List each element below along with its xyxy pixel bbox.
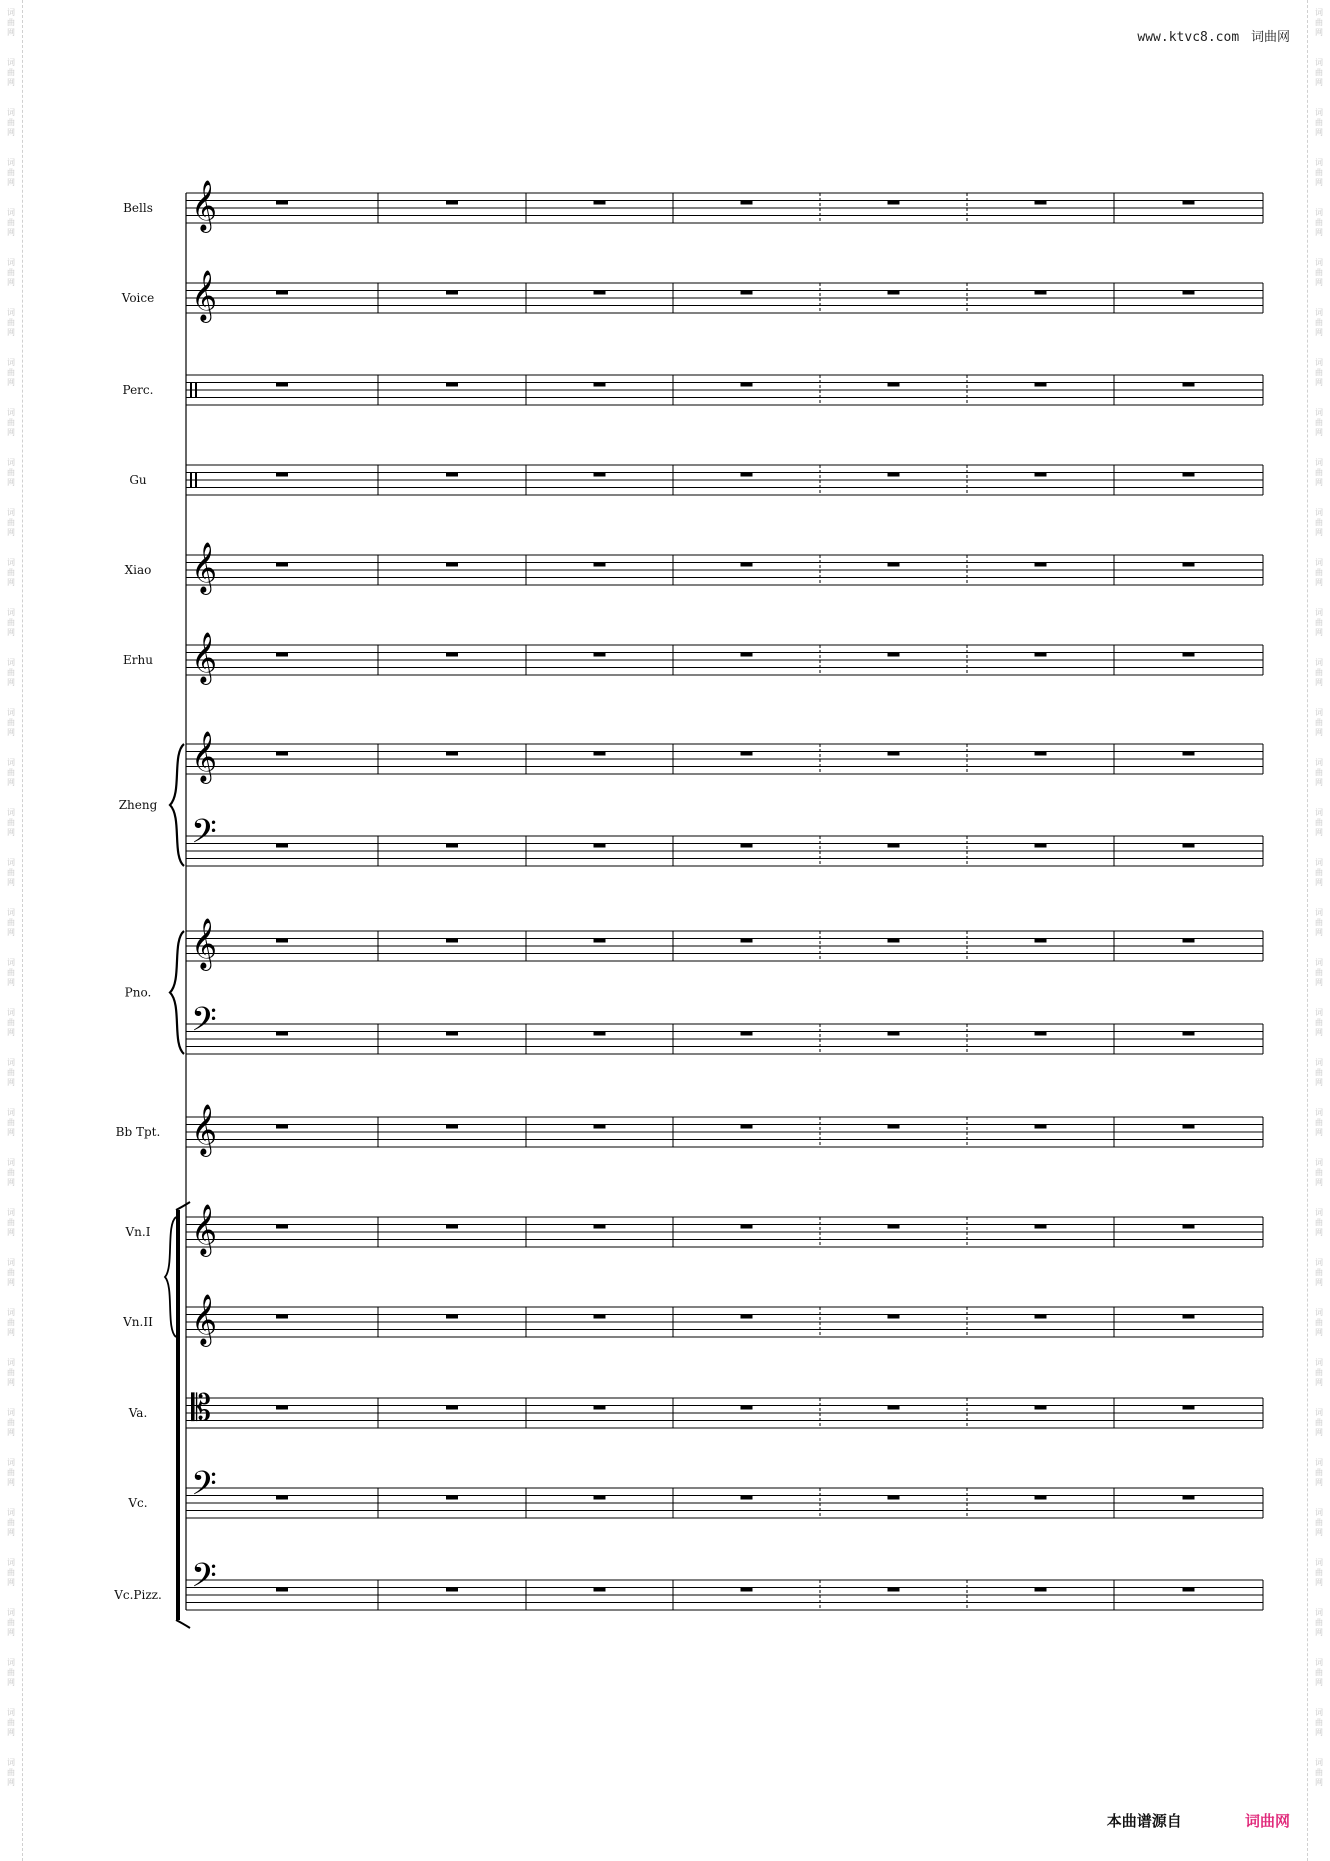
bracket-hook-bottom-icon (176, 1620, 190, 1628)
whole-rest (276, 844, 288, 848)
whole-rest (1183, 752, 1195, 756)
string-bracket-icon (176, 1210, 180, 1620)
left-watermark-text: 词 曲 网 词 曲 网 词 曲 网 词 曲 网 词 曲 网 词 曲 网 词 曲 网 词 曲 网 词 曲 网 词 曲 网 词 曲 网 词 曲 网 词 曲 网 词 曲 网 词 曲 网 词 曲 网 词 曲 网 词 曲 网 词 曲 网 词 曲 网 词 曲 网 词 曲 网 词 曲 网 词 曲 网 词 曲 网 词 曲 网 词 曲 网 词 曲 网 词 曲 网 词 曲 网 词 曲 网 词 曲 网 词 曲 网 词 曲 网 词 曲 网 词 曲 网 (7, 8, 15, 1787)
whole-rest (594, 291, 606, 295)
whole-rest (276, 1032, 288, 1036)
whole-rest (446, 1588, 458, 1592)
whole-rest (888, 752, 900, 756)
staff-label: Voice (121, 291, 155, 305)
whole-rest (594, 1315, 606, 1319)
whole-rest (888, 1225, 900, 1229)
whole-rest (888, 1032, 900, 1036)
whole-rest (1183, 291, 1195, 295)
treble-clef-icon: 𝄞 (191, 918, 218, 969)
whole-rest (1035, 1032, 1047, 1036)
whole-rest (1183, 1406, 1195, 1410)
staff-label: Perc. (122, 383, 154, 397)
footer-brand[interactable]: 词曲网 (1244, 1812, 1290, 1830)
whole-rest (1035, 844, 1047, 848)
whole-rest (446, 563, 458, 567)
whole-rest (888, 383, 900, 387)
whole-rest (276, 201, 288, 205)
whole-rest (276, 383, 288, 387)
treble-clef-icon: 𝄞 (191, 1104, 218, 1155)
whole-rest (594, 844, 606, 848)
whole-rest (276, 1496, 288, 1500)
whole-rest (888, 1125, 900, 1129)
whole-rest (1183, 653, 1195, 657)
whole-rest (741, 1496, 753, 1500)
whole-rest (594, 1225, 606, 1229)
whole-rest (1183, 939, 1195, 943)
whole-rest (594, 473, 606, 477)
whole-rest (446, 291, 458, 295)
whole-rest (446, 1406, 458, 1410)
whole-rest (276, 1406, 288, 1410)
whole-rest (1183, 1496, 1195, 1500)
whole-rest (1035, 1315, 1047, 1319)
whole-rest (1183, 473, 1195, 477)
percussion-clef-icon (195, 473, 197, 488)
whole-rest (446, 653, 458, 657)
whole-rest (888, 939, 900, 943)
whole-rest (276, 939, 288, 943)
whole-rest (276, 291, 288, 295)
whole-rest (888, 1588, 900, 1592)
percussion-clef-icon (195, 383, 197, 398)
whole-rest (446, 752, 458, 756)
staff-label: Zheng (118, 798, 158, 812)
whole-rest (741, 473, 753, 477)
whole-rest (741, 1315, 753, 1319)
whole-rest (1035, 1406, 1047, 1410)
treble-clef-icon: 𝄞 (191, 731, 218, 782)
whole-rest (888, 1315, 900, 1319)
whole-rest (741, 1032, 753, 1036)
treble-clef-icon: 𝄞 (191, 180, 218, 231)
whole-rest (594, 1125, 606, 1129)
whole-rest (446, 1125, 458, 1129)
whole-rest (276, 473, 288, 477)
whole-rest (741, 1588, 753, 1592)
whole-rest (1035, 383, 1047, 387)
whole-rest (888, 201, 900, 205)
staff-label: Gu (129, 473, 147, 487)
whole-rest (741, 653, 753, 657)
whole-rest (888, 473, 900, 477)
percussion-clef-icon (190, 383, 192, 398)
whole-rest (1183, 1315, 1195, 1319)
whole-rest (446, 1225, 458, 1229)
staff-label: Bb Tpt. (115, 1125, 161, 1139)
staff-label: Bells (123, 201, 153, 215)
whole-rest (594, 653, 606, 657)
whole-rest (888, 1496, 900, 1500)
whole-rest (888, 653, 900, 657)
whole-rest (594, 1032, 606, 1036)
whole-rest (594, 383, 606, 387)
whole-rest (1035, 201, 1047, 205)
whole-rest (741, 383, 753, 387)
bracket-hook-top-icon (176, 1202, 190, 1210)
whole-rest (1035, 939, 1047, 943)
whole-rest (1035, 1588, 1047, 1592)
whole-rest (1035, 291, 1047, 295)
whole-rest (446, 1032, 458, 1036)
whole-rest (276, 1588, 288, 1592)
whole-rest (741, 939, 753, 943)
bass-clef-icon: 𝄢 (191, 1465, 217, 1511)
whole-rest (1183, 563, 1195, 567)
whole-rest (1035, 1496, 1047, 1500)
whole-rest (446, 1315, 458, 1319)
whole-rest (1035, 1225, 1047, 1229)
whole-rest (1183, 1032, 1195, 1036)
whole-rest (741, 563, 753, 567)
staff-label: Va. (128, 1406, 148, 1420)
brace-icon (170, 744, 184, 866)
whole-rest (888, 844, 900, 848)
whole-rest (446, 939, 458, 943)
staff-label: Xiao (124, 563, 152, 577)
whole-rest (1035, 1125, 1047, 1129)
whole-rest (594, 1496, 606, 1500)
staff-label: Pno. (124, 985, 152, 1000)
whole-rest (1183, 1225, 1195, 1229)
whole-rest (276, 563, 288, 567)
whole-rest (594, 563, 606, 567)
whole-rest (446, 383, 458, 387)
staff-label: Vc.Pizz. (114, 1588, 162, 1602)
whole-rest (446, 1496, 458, 1500)
right-watermark-text: 词 曲 网 词 曲 网 词 曲 网 词 曲 网 词 曲 网 词 曲 网 词 曲 网 词 曲 网 词 曲 网 词 曲 网 词 曲 网 词 曲 网 词 曲 网 词 曲 网 词 曲 网 词 曲 网 词 曲 网 词 曲 网 词 曲 网 词 曲 网 词 曲 网 词 曲 网 词 曲 网 词 曲 网 词 曲 网 词 曲 网 词 曲 网 词 曲 网 词 曲 网 词 曲 网 词 曲 网 词 曲 网 词 曲 网 词 曲 网 词 曲 网 词 曲 网 (1315, 8, 1323, 1787)
site-name: 词曲网 (1250, 30, 1290, 45)
staff-label: Erhu (123, 653, 153, 667)
whole-rest (1183, 1125, 1195, 1129)
violin-brace-icon (165, 1217, 176, 1337)
whole-rest (1183, 1588, 1195, 1592)
treble-clef-icon: 𝄞 (191, 1204, 218, 1255)
treble-clef-icon: 𝄞 (191, 1294, 218, 1345)
whole-rest (1035, 473, 1047, 477)
whole-rest (1183, 383, 1195, 387)
whole-rest (1183, 844, 1195, 848)
whole-rest (276, 653, 288, 657)
whole-rest (594, 1588, 606, 1592)
treble-clef-icon: 𝄞 (191, 632, 218, 683)
whole-rest (594, 1406, 606, 1410)
bass-clef-icon: 𝄢 (191, 1001, 217, 1047)
treble-clef-icon: 𝄞 (191, 270, 218, 321)
treble-clef-icon: 𝄞 (191, 542, 218, 593)
whole-rest (1035, 653, 1047, 657)
whole-rest (741, 844, 753, 848)
brace-icon (170, 931, 184, 1054)
whole-rest (741, 1125, 753, 1129)
whole-rest (741, 1406, 753, 1410)
whole-rest (741, 1225, 753, 1229)
whole-rest (276, 1315, 288, 1319)
whole-rest (741, 201, 753, 205)
whole-rest (1183, 201, 1195, 205)
staff-label: Vn.II (123, 1315, 153, 1329)
whole-rest (594, 939, 606, 943)
whole-rest (594, 201, 606, 205)
whole-rest (888, 291, 900, 295)
whole-rest (276, 1125, 288, 1129)
whole-rest (888, 563, 900, 567)
whole-rest (446, 473, 458, 477)
alto-clef-icon: 𝄡 (191, 1388, 212, 1429)
whole-rest (741, 291, 753, 295)
bass-clef-icon: 𝄢 (191, 813, 217, 859)
footer (1107, 1810, 1290, 1831)
whole-rest (446, 201, 458, 205)
whole-rest (594, 752, 606, 756)
whole-rest (446, 844, 458, 848)
whole-rest (741, 752, 753, 756)
whole-rest (276, 1225, 288, 1229)
staff-label: Vn.I (125, 1225, 151, 1239)
whole-rest (1035, 752, 1047, 756)
footer-source-text: 本曲谱源自 (1106, 1812, 1182, 1830)
whole-rest (276, 752, 288, 756)
whole-rest (888, 1406, 900, 1410)
staff-label: Vc. (128, 1496, 148, 1510)
whole-rest (1035, 563, 1047, 567)
bass-clef-icon: 𝄢 (191, 1557, 217, 1603)
percussion-clef-icon (190, 473, 192, 488)
site-url[interactable]: www.ktvc8.com (1137, 30, 1240, 45)
